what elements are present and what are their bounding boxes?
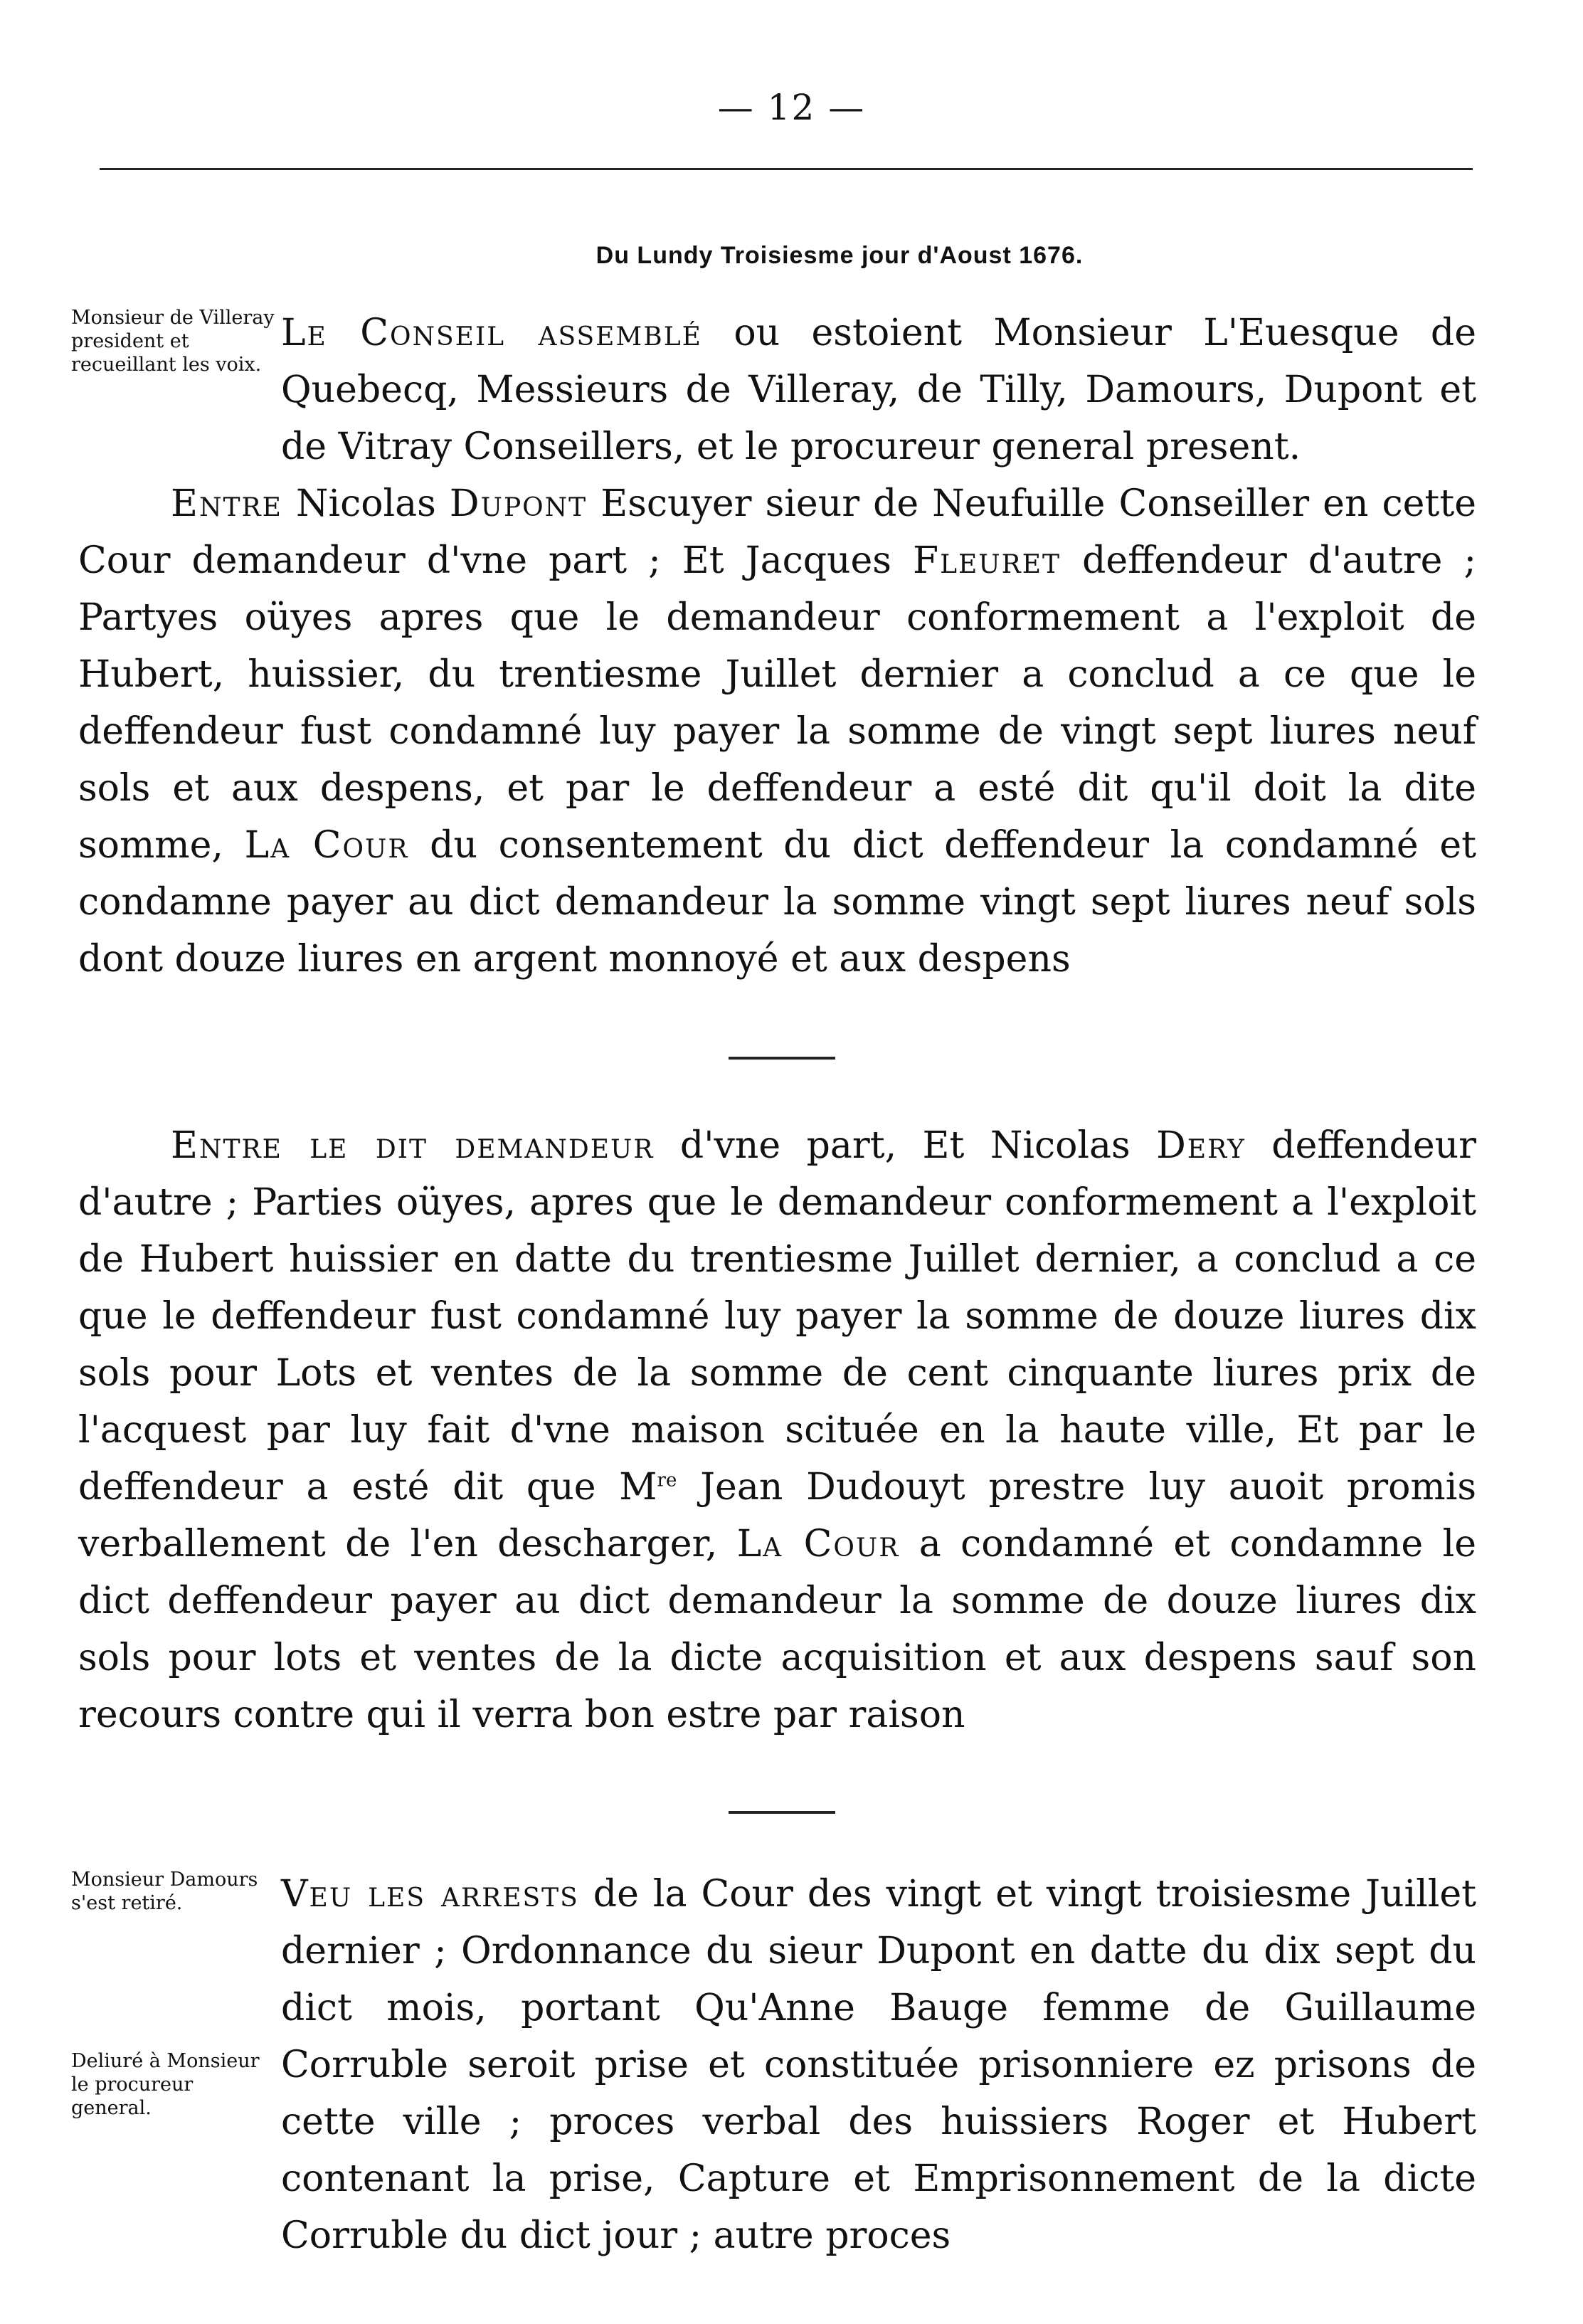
entry-text: deffendeur d'autre ; Partyes oüyes apres que le demandeur conformement a l'exploit de Hubert, huissier, du trentiesme Juillet dernier a conclud a ce que le deffendeur fust condamné luy payer la somme de vingt sept liures neuf sols et aux despens, et par le deffendeur a esté dit qu'il doit la dite somme, [78,539,1476,867]
court-name: La Cour [244,824,409,867]
header-rule [100,168,1473,170]
entry-text: ou estoient Monsieur L'Euesque de Quebecq, Messieurs de Villeray, de Tilly, Damours, Dupont et de Vitray Conseillers, et le procureur general present. [281,312,1476,468]
court-name: La Cour [736,1523,900,1565]
entry-lead: Entre [171,482,282,525]
party-name: Dupont [449,482,588,525]
margin-note-delivered: Deliuré à Monsieur le procureur general. [71,2050,260,2119]
entry-text: a condamné et condamne le dict deffendeur payer au dict demandeur la somme de douze liures dix sols pour lots et ventes de la dicte acquisition et aux despens sauf son recours contre qui il verra bon estre par raison [78,1523,1476,1736]
margin-note-damours: Monsieur Damours s'est retiré. [71,1869,258,1914]
entry-text: Jean Dudouyt prestre luy auoit promis verballement de l'en descharger, [78,1466,1477,1565]
entry-text: Nicolas [282,482,450,525]
entry-veu-les-arrests [281,1866,1476,2264]
entry-text: deffendeur d'autre ; Parties oüyes, apres que le demandeur conformement a l'exploit de Hubert huissier en datte du trentiesme Juillet dernier, a conclud a ce que le deffendeur fust condamné luy payer la somme de douze liures dix sols pour Lots et ventes de la somme de cent cinquante liures prix de l'acquest par luy fait d'vne maison scituée en la haute ville, Et par le deffendeur a esté dit que M [78,1124,1476,1509]
superscript: re [657,1469,677,1491]
entry-lead: Veu les arrests [281,1873,579,1916]
section-divider [729,1057,835,1060]
entry-text: du consentement du dict deffendeur la condamné et condamne payer au dict demandeur la somme vingt sept liures neuf sols dont douze liures en argent monnoyé et aux despens [78,824,1476,981]
entry-text: d'vne part, Et Nicolas [654,1124,1157,1167]
entry-text: de la Cour des vingt et vingt troisiesme Juillet dernier ; Ordonnance du sieur Dupont en datte du dix sept du dict mois, portant Qu'Anne Bauge femme de Guillaume Corruble seroit prise et constituée prisonniere ez prisons de cette ville ; proces verbal des huissiers Roger et Hubert contenant la prise, Capture et Emprisonnement de la dicte Corruble du dict jour ; autre proces [281,1873,1477,2257]
party-name: Fleuret [913,539,1061,582]
entry-dupont-dery [78,1117,1476,1743]
page-number: — 12 — [717,87,866,128]
section-divider [729,1811,835,1814]
margin-note-president: Monsieur de Villeray president et recueillant les voix. [71,307,275,376]
entry-text: Escuyer sieur de Neufuille Conseiller en cette Cour demandeur d'vne part ; Et Jacques [78,482,1476,582]
party-name: Dery [1156,1124,1246,1167]
entry-lead: Le Conseil assemblé [281,312,702,354]
entry-dupont-fleuret [78,475,1476,988]
entry-council-assembled [281,305,1476,475]
session-heading: Du Lundy Troisiesme jour d'Aoust 1676. [595,242,1084,269]
entry-lead: Entre le dit demandeur [171,1124,655,1167]
